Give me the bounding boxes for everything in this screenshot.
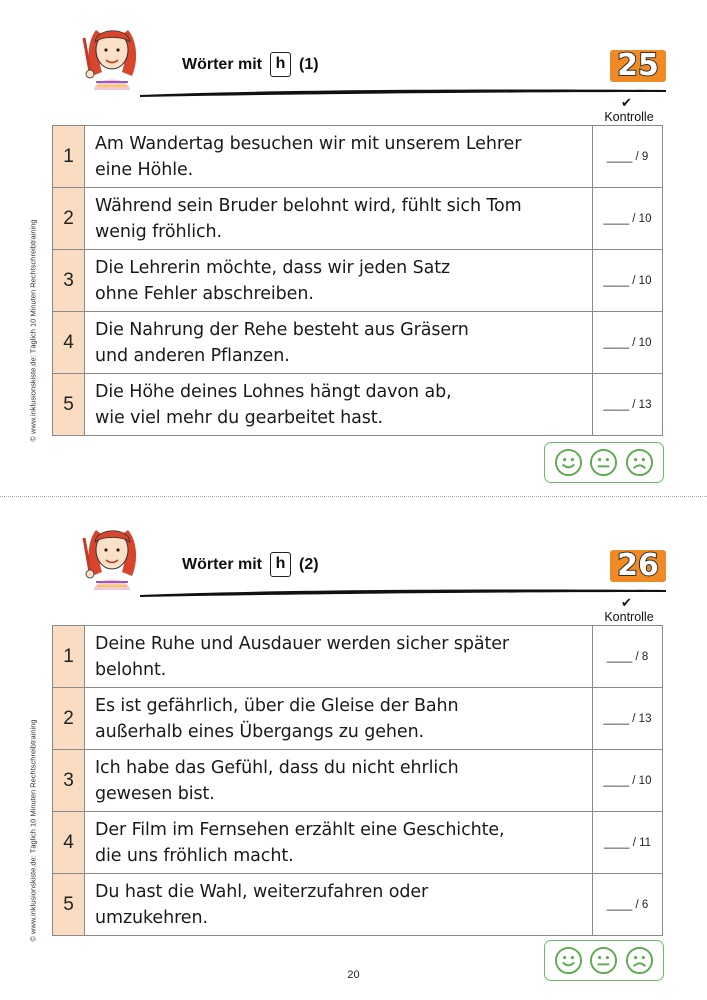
score-field[interactable]: ____ / 10	[593, 188, 663, 250]
badge-number: 25	[617, 48, 659, 82]
score-field[interactable]: ____ / 13	[593, 688, 663, 750]
copyright-note: © www.inklusionskiste.de: Täglich 10 Minuten Rechtschreibtraining	[28, 218, 38, 442]
neutral-smiley-icon[interactable]	[589, 448, 618, 477]
title-underline	[140, 86, 666, 98]
row-number: 4	[53, 312, 85, 374]
score-field[interactable]: ____ / 10	[593, 312, 663, 374]
page-number: 20	[347, 969, 360, 981]
exercise-title: Wörter mit h (2)	[182, 552, 319, 577]
sentence-text: Während sein Bruder belohnt wird, fühlt sich Tom wenig fröhlich.	[85, 188, 593, 250]
sentence-text: Du hast die Wahl, weiterzufahren oder umzukehren.	[85, 874, 593, 936]
score-field[interactable]: ____ / 9	[593, 126, 663, 188]
row-number: 5	[53, 374, 85, 436]
sentence-text: Deine Ruhe und Ausdauer werden sicher später belohnt.	[85, 626, 593, 688]
sad-smiley-icon[interactable]	[625, 448, 654, 477]
kontrolle-label: Kontrolle	[604, 110, 654, 124]
happy-smiley-icon[interactable]	[554, 448, 583, 477]
sentence-text: Die Höhe deines Lohnes hängt davon ab, wie viel mehr du gearbeitet hast.	[85, 374, 593, 436]
sentence-text: Ich habe das Gefühl, dass du nicht ehrlich gewesen bist.	[85, 750, 593, 812]
score-field[interactable]: ____ / 11	[593, 812, 663, 874]
table-row	[53, 126, 663, 188]
title-letter-box: h	[270, 52, 291, 77]
girl-illustration-icon	[78, 20, 146, 90]
sentence-text: Die Lehrerin möchte, dass wir jeden Satz ohne Fehler abschreiben.	[85, 250, 593, 312]
table-row	[53, 188, 663, 250]
row-number: 1	[53, 126, 85, 188]
sentence-text: Am Wandertag besuchen wir mit unserem Lehrer eine Höhle.	[85, 126, 593, 188]
badge-number: 26	[617, 548, 659, 582]
section-divider	[0, 496, 707, 497]
exercise-number-badge	[610, 44, 666, 82]
title-underline	[140, 586, 666, 598]
sentence-table	[52, 625, 663, 936]
girl-illustration-icon	[78, 520, 146, 590]
score-field[interactable]: ____ / 8	[593, 626, 663, 688]
sentence-text: Es ist gefährlich, über die Gleise der Bahn außerhalb eines Übergangs zu gehen.	[85, 688, 593, 750]
copyright-note: © www.inklusionskiste.de: Täglich 10 Minuten Rechtschreibtraining	[28, 718, 38, 942]
check-icon: ✔	[621, 596, 632, 611]
exercise-26	[0, 500, 707, 990]
kontrolle-label: Kontrolle	[604, 610, 654, 624]
row-number: 4	[53, 812, 85, 874]
row-number: 2	[53, 188, 85, 250]
row-number: 5	[53, 874, 85, 936]
score-field[interactable]: ____ / 13	[593, 374, 663, 436]
score-field[interactable]: ____ / 10	[593, 750, 663, 812]
table-row	[53, 750, 663, 812]
table-row	[53, 250, 663, 312]
row-number: 3	[53, 750, 85, 812]
sentence-text: Der Film im Fernsehen erzählt eine Geschichte, die uns fröhlich macht.	[85, 812, 593, 874]
exercise-title: Wörter mit h (1)	[182, 52, 319, 77]
table-row	[53, 626, 663, 688]
score-field[interactable]: ____ / 10	[593, 250, 663, 312]
check-icon: ✔	[621, 96, 632, 111]
table-row	[53, 874, 663, 936]
row-number: 1	[53, 626, 85, 688]
table-row	[53, 812, 663, 874]
self-assessment-smileys	[544, 442, 664, 483]
row-number: 2	[53, 688, 85, 750]
title-letter-box: h	[270, 552, 291, 577]
table-row	[53, 374, 663, 436]
sentence-table	[52, 125, 663, 436]
sentence-text: Die Nahrung der Rehe besteht aus Gräsern und anderen Pflanzen.	[85, 312, 593, 374]
exercise-number-badge	[610, 544, 666, 582]
table-row	[53, 312, 663, 374]
table-row	[53, 688, 663, 750]
row-number: 3	[53, 250, 85, 312]
score-field[interactable]: ____ / 6	[593, 874, 663, 936]
exercise-25	[0, 0, 707, 490]
